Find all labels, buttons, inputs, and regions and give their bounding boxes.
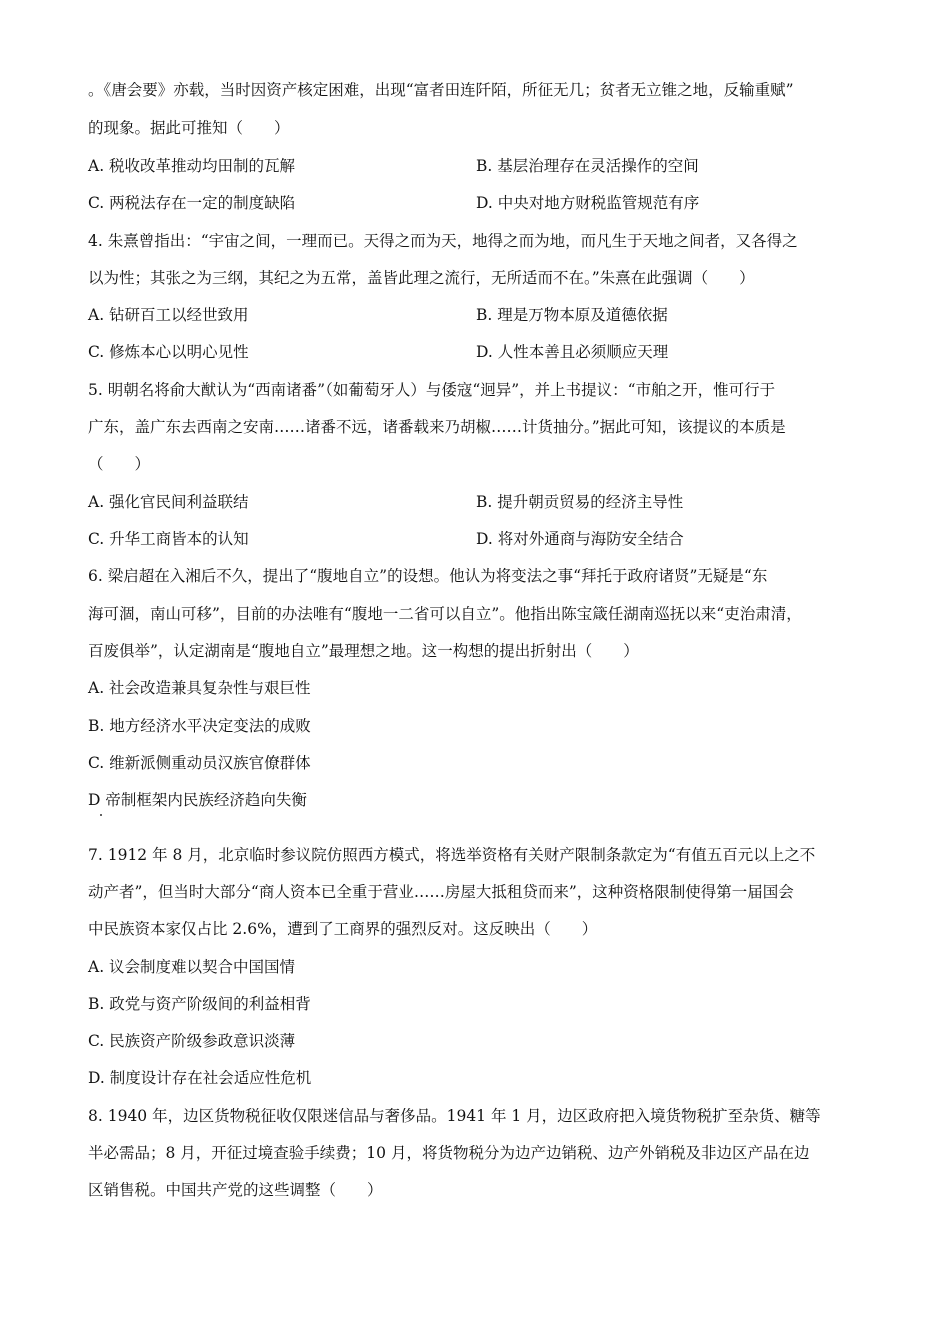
q3-stem-line-1: 。《唐会要》亦载，当时因资产核定困难，出现“富者田连阡陌，所征无几；贫者无立锥之地，反输重赋” xyxy=(88,81,794,99)
q6-option-c[interactable]: C. 维新派侧重动员汉族官僚群体 xyxy=(88,754,311,772)
q6-option-b[interactable]: B. 地方经济水平决定变法的成败 xyxy=(88,717,311,735)
stray-dot xyxy=(100,814,102,816)
q6-stem-line-2: 海可涸，南山可移”，目前的办法唯有“腹地一二省可以自立”。他指出陈宝箴任湖南巡抚以来“吏治肃清， xyxy=(88,605,802,623)
q3-option-a[interactable]: A. 税收改革推动均田制的瓦解 xyxy=(88,157,296,175)
q8-stem-line-1: 8. 1940 年，边区货物税征收仅限迷信品与奢侈品。1941 年 1 月，边区政府把入境货物税扩至杂货、糖等 xyxy=(88,1107,821,1125)
q4-option-b[interactable]: B. 理是万物本原及道德依据 xyxy=(476,306,668,324)
q5-stem-line-3: （ ） xyxy=(88,455,151,473)
q3-option-b[interactable]: B. 基层治理存在灵活操作的空间 xyxy=(476,157,699,175)
q5-option-a[interactable]: A. 强化官民间利益联结 xyxy=(88,493,249,511)
q7-stem-line-1: 7. 1912 年 8 月，北京临时参议院仿照西方模式，将选举资格有关财产限制条款定为“有值五百元以上之不 xyxy=(88,846,816,864)
q6-stem-line-1: 6. 梁启超在入湘后不久，提出了“腹地自立”的设想。他认为将变法之事“拜托于政府诸贤”无疑是“东 xyxy=(88,567,768,585)
q7-option-d[interactable]: D. 制度设计存在社会适应性危机 xyxy=(88,1069,312,1087)
q6-option-a[interactable]: A. 社会改造兼具复杂性与艰巨性 xyxy=(88,679,311,697)
q3-stem-line-2: 的现象。据此可推知（ ） xyxy=(88,119,290,137)
q5-option-b[interactable]: B. 提升朝贡贸易的经济主导性 xyxy=(476,493,684,511)
q5-option-d[interactable]: D. 将对外通商与海防安全结合 xyxy=(476,530,684,548)
q7-option-b[interactable]: B. 政党与资产阶级间的利益相背 xyxy=(88,995,311,1013)
q4-option-c[interactable]: C. 修炼本心以明心见性 xyxy=(88,343,249,361)
q3-option-c[interactable]: C. 两税法存在一定的制度缺陷 xyxy=(88,194,296,212)
q6-stem-line-3: 百废俱举”，认定湖南是“腹地自立”最理想之地。这一构想的提出折射出（ ） xyxy=(88,642,639,660)
q4-stem-line-2: 以为性；其张之为三纲，其纪之为五常，盖皆此理之流行，无所适而不在。”朱熹在此强调（ ） xyxy=(88,269,755,287)
q8-stem-line-2: 半必需品；8 月，开征过境查验手续费；10 月，将货物税分为边产边销税、边产外销税及非边区产品在边 xyxy=(88,1144,810,1162)
q7-stem-line-2: 动产者”，但当时大部分“商人资本已全重于营业……房屋大抵租贷而来”，这种资格限制使得第一届国会 xyxy=(88,883,794,901)
q7-stem-line-3: 中民族资本家仅占比 2.6%，遭到了工商界的强烈反对。这反映出（ ） xyxy=(88,920,598,938)
q6-option-d[interactable]: D 帝制框架内民族经济趋向失衡 xyxy=(88,791,307,809)
q5-stem-line-2: 广东，盖广东去西南之安南……诸番不远，诸番载来乃胡椒……计货抽分。”据此可知，该提议的本质是 xyxy=(88,418,786,436)
q8-stem-line-3: 区销售税。中国共产党的这些调整（ ） xyxy=(88,1181,383,1199)
q5-option-c[interactable]: C. 升华工商皆本的认知 xyxy=(88,530,249,548)
q4-option-a[interactable]: A. 钻研百工以经世致用 xyxy=(88,306,249,324)
q4-option-d[interactable]: D. 人性本善且必须顺应天理 xyxy=(476,343,669,361)
q7-option-c[interactable]: C. 民族资产阶级参政意识淡薄 xyxy=(88,1032,296,1050)
q3-option-d[interactable]: D. 中央对地方财税监管规范有序 xyxy=(476,194,700,212)
q4-stem-line-1: 4. 朱熹曾指出：“宇宙之间，一理而已。天得之而为天，地得之而为地，而凡生于天地之间者，又各得之 xyxy=(88,232,798,250)
q7-option-a[interactable]: A. 议会制度难以契合中国国情 xyxy=(88,958,296,976)
q5-stem-line-1: 5. 明朝名将俞大猷认为“西南诸番”（如葡萄牙人）与倭寇“迥异”，并上书提议：“市舶之开，惟可行于 xyxy=(88,381,776,399)
